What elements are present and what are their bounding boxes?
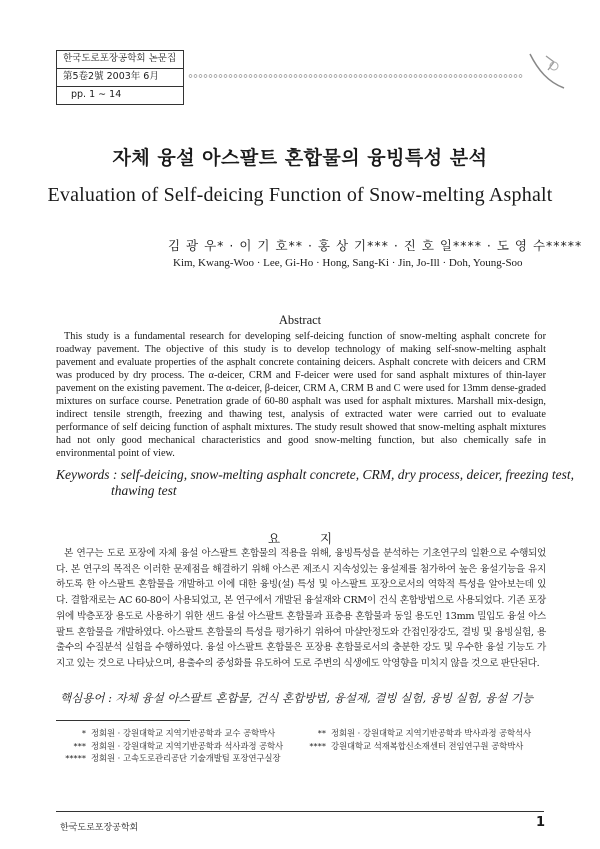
journal-name: 한국도로포장공학회 논문집: [63, 53, 177, 64]
footer-society: 한국도로포장공학회: [60, 823, 139, 833]
keywords-korean-label: 핵심용어 :: [60, 691, 112, 705]
summary-korean: 본 연구는 도로 포장에 자체 융설 아스팔트 혼합물의 적용을 위해, 융빙특성을 분석하는 기초연구의 일환으로 수행되었다. 본 연구의 목적은 이러한 문제점을 해결하기 위해 아스콘 제조시 지속성있는 융설제를 첨가하여 높은 융설기능을 유지하도록 한 아스팔트 혼합물을 개발하고 이에 대한 융빙(설) 특성 및 아스팔트 포장으로서의 역학적 특성을 알아보는데 있다. 결합재로는 AC 60-80이 사용되었고, 본 연구에서 개발된 융설재와 CRM이 건식 혼합방법으로 사용되었다. 기존 포장위에 박층포장 용도로 사용하기 위한 샌드 융설 아스팔트 혼합물과 표층용 혼합물과 동일 용도인 13mm 밀입도 융설 아스팔트 혼합물을 개발하였다. 아스팔트 혼합물의 특성을 평가하기 위하여 마샬안정도와 간접인장강도, 결빙 및 융빙실험, 용출수의 수질분석 실험을 수행하였다. 융설 아스팔트 혼합물은 포장용 혼합물로서의 충분한 강도 및 우수한 융설 기능도 가지고 있는 것으로 나타났으며, 용출수의 중성화를 유도하여 도로 주변의 식생에도 악영향을 미치지 않을 것으로 판단된다.: [56, 548, 546, 669]
paper-title-english: Evaluation of Self-deicing Function of Snow-melting Asphalt: [47, 184, 553, 206]
footnote-mark: *****: [65, 753, 86, 763]
journal-info-box: [56, 50, 184, 105]
footnotes: [58, 727, 558, 765]
footnote-mark: ****: [309, 740, 326, 751]
footnote-text: 정회원 · 강원대학교 지역기반공학과 석사과정 공학사: [91, 740, 284, 751]
abstract-heading: Abstract: [278, 313, 322, 327]
footnote-text: 정회원 · 강원대학교 지역기반공학과 교수 공학박사: [91, 728, 276, 738]
footnote-row: [58, 752, 558, 765]
authors-korean: 김 광 우* · 이 기 호** · 홍 상 기*** · 진 호 일**** · 도 영 수*****: [168, 238, 583, 253]
keywords-korean: [60, 690, 550, 706]
keywords-english: [56, 467, 600, 499]
keywords-label: Keywords :: [56, 467, 118, 482]
authors-english: Kim, Kwang-Woo · Lee, Gi-Ho · Hong, Sang-Ki · Jin, Jo-Ill · Doh, Young-Soo: [173, 257, 523, 269]
footnote-text: 정회원 · 고속도로관리공단 기술개발팀 포장연구실장: [91, 753, 281, 763]
keywords-korean-text: 자체 융설 아스팔트 혼합물, 건식 혼합방법, 융설재, 결빙 실험, 융빙 실험, 융설 기능: [115, 691, 534, 705]
footer-rule: [56, 811, 544, 812]
footnote-mark: *: [81, 728, 86, 738]
summary-heading: 요 지: [267, 531, 351, 546]
footnote-rule: [56, 720, 190, 721]
paper-title-korean: 자체 융설 아스팔트 혼합물의 융빙특성 분석: [112, 147, 488, 169]
footnote-text: 정회원 · 강원대학교 지역기반공학과 박사과정 공학석사: [331, 728, 532, 738]
footnote-row: [58, 740, 558, 753]
footnote-row: [58, 727, 558, 740]
keywords-text: self-deicing, snow-melting asphalt concrete, CRM, dry process, deicer, freezing test, thawing test: [111, 467, 575, 498]
journal-logo-icon: [524, 48, 568, 92]
footnote-mark: **: [317, 728, 326, 738]
journal-pages: pp. 1 ∼ 14: [57, 86, 183, 104]
abstract-body: This study is a fundamental research for developing self-deicing function of snow-melting asphalt concrete for roadway pavement. The objective of this study is to develop technology of making self-snow-melting asphalt pavement and evaluate properties of the asphalt concrete containing deicers. Asphalt concrete with deicers and CRM was produced by dry process. The α-deicer, CRM and F-deicer were used for sand asphalt mixtures of thin-layer pavement on the existing pavement. The α-deicer, β-deicer, CRM A, CRM B and C were used for 13mm dense-graded mixtures on surface course. Penetration grade of 60-80 asphalt was used for asphalt mixtures. Marshall mix-design, indirect tensile strength, freezing and thawing test, analysis of extracted water were carried out to evaluate performance of self deicing function of asphalt mixtures. The study result showed that snow-melting asphalt mixtures had not only good mechanical characteristics and good snow-melting function, but also chemically safe in environmental point of view.: [56, 331, 546, 460]
dotted-rule: [188, 73, 523, 79]
footnote-mark: ***: [73, 740, 86, 751]
journal-volume: 第5卷2號 2003年 6月: [57, 68, 183, 86]
page-number: 1: [536, 815, 546, 830]
footnote-text: 강원대학교 석재복합신소재센터 전임연구원 공학박사: [331, 740, 524, 751]
